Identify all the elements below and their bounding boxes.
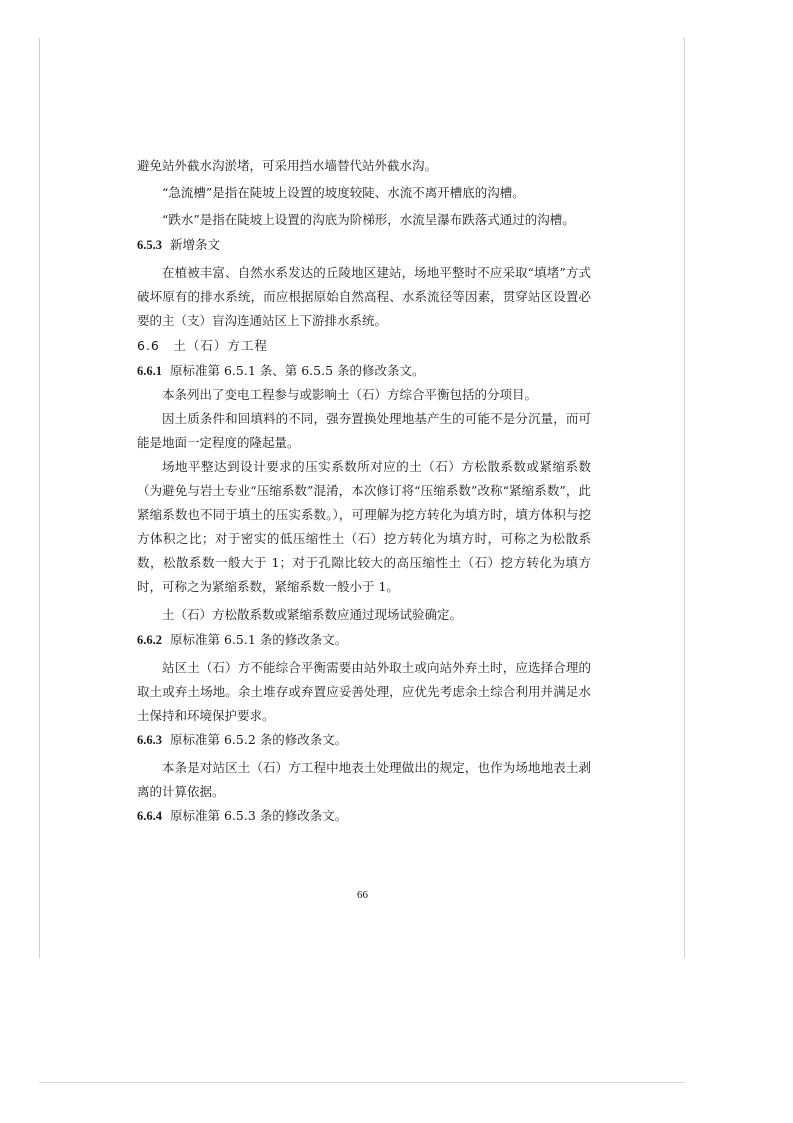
section-title: 6.6 土（石）方工程: [137, 338, 268, 353]
paragraph-p8: 土（石）方松散系数或紧缩系数应通过现场试验确定。: [162, 607, 463, 622]
clause-text: 原标准第 6.5.2 条的修改条文。: [170, 732, 348, 747]
clause-number: 6.6.2: [137, 633, 162, 647]
clause-text: 新增条文: [170, 237, 221, 252]
left-margin-line: [39, 38, 40, 958]
clause-6-5-3: [137, 233, 591, 257]
paragraph-p10: 本条是对站区土（石）方工程中地表土处理做出的规定，也作为场地地表土剥离的计算依据。: [137, 760, 591, 799]
clause-text: 原标准第 6.5.1 条的修改条文。: [170, 632, 348, 647]
clause-6-6-4: [137, 804, 591, 828]
page-number: 66: [357, 889, 368, 901]
clause-6-6-3: [137, 728, 591, 752]
clause-number: 6.6.4: [137, 809, 162, 823]
clause-text: 原标准第 6.5.1 条、第 6.5.5 条的修改条文。: [170, 363, 425, 378]
clause-6-6-2: [137, 628, 591, 652]
bottom-rule: [39, 1082, 685, 1083]
clause-number: 6.6.3: [137, 733, 162, 747]
clause-6-6-1: [137, 359, 591, 383]
paragraph-p3: “跌水”是指在陡坡上设置的沟底为阶梯形，水流呈瀑布跌落式通过的沟槽。: [162, 212, 575, 227]
right-margin-line: [684, 38, 685, 958]
paragraph-p5: 本条列出了变电工程参与或影响土（石）方综合平衡包括的分项目。: [162, 387, 538, 402]
clause-number: 6.6.1: [137, 364, 162, 378]
paragraph-p6: 因土质条件和回填料的不同，强夯置换处理地基产生的可能不是分沉量，而可能是地面一定程度的隆起量。: [137, 411, 591, 450]
paragraph-p9: 站区土（石）方不能综合平衡需要由站外取土或向站外弃土时，应选择合理的取土或弃土场地。余土堆存或弃置应妥善处理，应优先考虑余土综合利用并满足水土保持和环境保护要求。: [137, 660, 591, 723]
paragraph-p2: “急流槽”是指在陡坡上设置的坡度较陡、水流不离开槽底的沟槽。: [162, 185, 525, 200]
document-body: [137, 152, 591, 828]
paragraph-p7: 场地平整达到设计要求的压实系数所对应的土（石）方松散系数或紧缩系数（为避免与岩土专业“压缩系数”混淆，本次修订将“压缩系数”改称“紧缩系数”，此紧缩系数也不同于填土的压实系数。），可理解为挖方转化为填方时，填方体积与挖方体积之比；对于密实的低压缩性土（石）挖方转化为填方时，可称之为松散系数，松散系数一般大于 1；对于孔隙比较大的高压缩性土（石）挖方转化为填方时，可称之为紧缩系数，紧缩系数一般小于 1。: [137, 459, 591, 594]
clause-text: 原标准第 6.5.3 条的修改条文。: [170, 808, 348, 823]
clause-number: 6.5.3: [137, 238, 162, 252]
paragraph-p4: 在植被丰富、自然水系发达的丘陵地区建站，场地平整时不应采取“填堵”方式破坏原有的排水系统，而应根据原始自然高程、水系流径等因素，贯穿站区设置必要的主（支）盲沟连通站区上下游排水系统。: [137, 265, 591, 328]
paragraph-p1: 避免站外截水沟淤堵，可采用挡水墙替代站外截水沟。: [137, 158, 438, 173]
